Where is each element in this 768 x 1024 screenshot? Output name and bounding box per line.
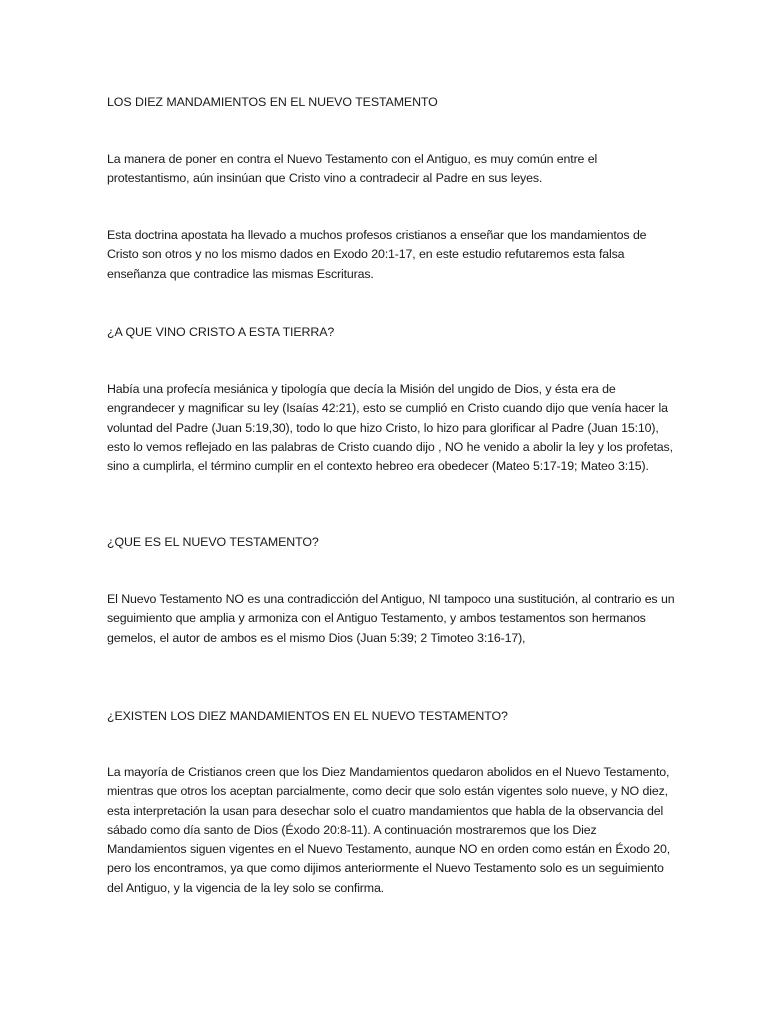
paragraph-mission: Había una profecía mesiánica y tipología que decía la Misión del ungido de Dios, y ésta era de engrandecer y magnificar su ley (Isaías 42:21), esto se cumplió en Cristo cuando dijo que venía hacer la voluntad del Padre (Juan 5:19,30), todo lo que hizo Cristo, lo hizo para glorificar al Padre (Juan 15:10), esto lo vemos reflejado en las palabras de Cristo cuando dijo , NO he venido a abolir la ley y los profetas, sino a cumplirla, el término cumplir en el contexto hebreo era obedecer (Mateo 5:17-19; Mateo 3:15). [107,382,673,474]
section-heading-new-testament: ¿QUE ES EL NUEVO TESTAMENTO? [107,535,319,549]
paragraph-doctrine: Esta doctrina apostata ha llevado a muchos profesos cristianos a enseñar que los mandamientos de Cristo son otros y no los mismo dados en Exodo 20:1-17, en este estudio refutaremos esta falsa enseñanza que contradice las mismas Escrituras. [107,228,647,281]
document-title: LOS DIEZ MANDAMIENTOS EN EL NUEVO TESTAMENTO [107,95,438,109]
paragraph-commandments: La mayoría de Cristianos creen que los Diez Mandamientos quedaron abolidos en el Nuevo Testamento, mientras que otros los aceptan parcialmente, como decir que solo están vigentes solo nueve, y NO diez, esta interpretación la usan para desechar solo el cuatro mandamientos que habla de la observancia del sábado como día santo de Dios (Éxodo 20:8-11). A continuación mostraremos que los Diez Mandamientos siguen vigentes en el Nuevo Testamento, aunque NO en orden como están en Éxodo 20, pero los encontramos, ya que como dijimos anteriormente el Nuevo Testamento solo es un seguimiento del Antiguo, y la vigencia de la ley solo se confirma. [107,765,670,895]
section-heading-mission: ¿A QUE VINO CRISTO A ESTA TIERRA? [107,325,335,339]
paragraph-intro: La manera de poner en contra el Nuevo Testamento con el Antiguo, es muy común entre el protestantismo, aún insinúan que Cristo vino a contradecir al Padre en sus leyes. [107,152,598,186]
section-heading-commandments: ¿EXISTEN LOS DIEZ MANDAMIENTOS EN EL NUEVO TESTAMENTO? [107,709,508,723]
paragraph-new-testament: El Nuevo Testamento NO es una contradicción del Antiguo, NI tampoco una sustitución, al contrario es un seguimiento que amplia y armoniza con el Antiguo Testamento, y ambos testamentos son hermanos gemelos, el autor de ambos es el mismo Dios (Juan 5:39; 2 Timoteo 3:16-17), [107,592,675,645]
